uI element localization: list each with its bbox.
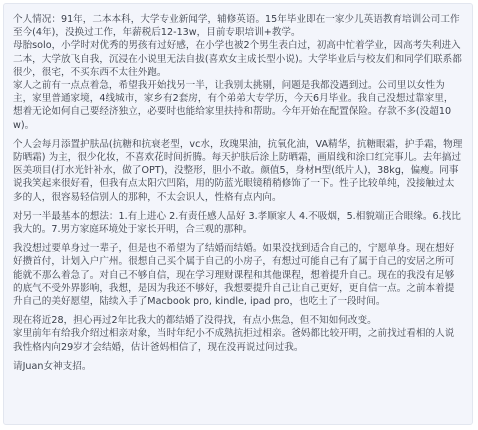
paragraph-concerns-and-family: 现在将近28，担心再过2年比我大的都结婚了没得找，有点小焦急，但不知如何改变。 家里前年有给我介绍过相亲对象，当时年纪小不成熟抗拒过相亲。爸妈都比较开明，之前找过看相的人说我性格内向29岁才会结婚，估计爸妈相信了，现在没再说过问过我。 — [13, 315, 455, 353]
paragraph-closing-request: 请Juan女神支招。 — [13, 360, 92, 372]
post-card — [3, 3, 473, 425]
paragraph-appearance-and-habits: 个人会每月添置护肤品(抗糖和抗衰老型，vc水，玫瑰果油，抗氧化油，VA精华，抗糖眼霜，护手霜，物理防晒霜) 为主，很少化妆，不喜欢花时间折腾。每天护肤后涂上防晒霜，画眉线和涂口红完事儿。去年搞过医美项目(打水光针补水，做了OPT)，没整形，胆小不敢。颜值5，身材H型(纸片人)，38kg，偏瘦。同事说我笑起来很好看，但我有点太阳穴凹陷，用的防蓝光眼镜稍稍修饰了一下。性子比较单纯，没接触过太多的人，很容易轻信别人的那种，不太会识人，性格有点内向。 — [13, 138, 463, 203]
paragraph-plans-and-self-improvement: 我没想过要单身过一辈子，但是也不希望为了结婚而结婚。如果没找到适合自己的，宁愿单身。现在想好好攒首付，计划入户广州。很想自己买个属于自己的小房子，有想过可能自己有了属于自己的安居之所可能就不那么着急了。对自己不够自信，现在学习理财课程和其他课程，想着提升自己。现在的我没有足够的底气不受外界影响，我想，是因为我还不够好，我想要提升自己让自己更好，更自信一点。之前本着提升自己的美好愿望，陆续入手了Macbook pro, kindle, ipad pro，也吃土了一段时间。 — [13, 243, 455, 308]
paragraph-personal-background: 个人情况：91年，二本本科，大学专业新闻学，辅修英语。15年毕业即在一家少儿英语教育培训公司工作至今(4年)，没换过工作，年薪税后12-13w，目前专职培训+教学。 母胎solo，小学时对优秀的男孩有过好感，在小学也被2个男生表白过，初高中忙着学业，因高考失利进入二本，大学放飞自我，沉浸在小说里无法自拔(喜欢女主成长型小说)。大学毕业后与校友们和同学们联系都很少，很宅，不买东西不太往外跑。 家人之前有一点点着急，希望我开始找另一半，让我别太挑剔，问题是我都没遇到过。公司里以女性为主，家里普通家境，4线城市，家乡有2套房，有个弟弟大专学历，今天6月毕业。我自己没想过靠家里，想着无论如何自己要经济独立，必要时也能给家里扶持和帮助。今年开始在配置保险。存款不多(没超10w)。 — [13, 14, 462, 131]
paragraph-partner-requirements: 对另一半最基本的想法：1.有上进心 2.有责任感人品好 3.孝顺家人 4.不吸烟，5.相貌端正合眼缘。6.找比我大的。7.男方家庭环境处于家长开明，合三观的那种。 — [13, 210, 461, 236]
